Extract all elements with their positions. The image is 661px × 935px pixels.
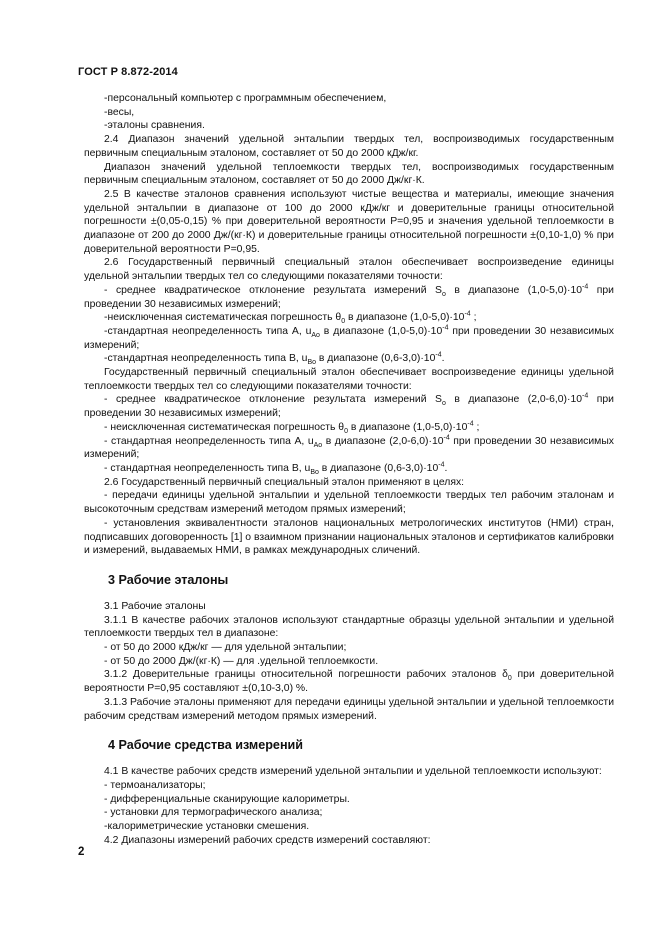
paragraph-3-1: 3.1 Рабочие эталоны xyxy=(104,600,206,612)
list-item: - неисключенная систематическая погрешность $\theta_0$ в диапазоне $(1,0-5,0)\cdot 10^{-4}$ ; xyxy=(104,420,480,435)
section-4-heading: 4 Рабочие средства измерений xyxy=(108,738,304,753)
page-number: 2 xyxy=(78,846,85,858)
list-item: -стандартная неопределенность типа А, $u_{Ao}$ в диапазоне $(1,0-5,0)\cdot 10^{-4}$ при проведении 30 независимых измерений; xyxy=(84,324,614,351)
list-item: - среднее квадратическое отклонение результата измерений $S_o$ в диапазоне $(2,0-6,0)\cdot 10^{-4}$ при проведении 30 независимых измерений; xyxy=(84,393,614,420)
paragraph-3-1-2: 3.1.2 Доверительные границы относительной погрешности рабочих эталонов $\delta_0$ при доверительной вероятности Р=0,95 составляют ±(0,10-3,0) %. xyxy=(84,669,614,695)
list-item: - установления эквивалентности эталонов национальных метрологических институтов (НМИ) стран, подписавших договоренность [1] о взаимном признании национальных эталонов и сертификатов калибровки и измерений, выдаваемых НМИ, в рамках международных сличений. xyxy=(84,517,614,557)
list-item: -калориметрические установки смешения. xyxy=(104,821,310,833)
list-item: -весы, xyxy=(104,106,135,118)
document-header: ГОСТ Р 8.872-2014 xyxy=(78,66,178,78)
list-item: - передачи единицы удельной энтальпии и удельной теплоемкости твердых тел рабочим эталонам и высокоточным средствам измерений методом прямых измерений; xyxy=(84,490,614,516)
list-item: - среднее квадратическое отклонение результата измерений $S_o$ в диапазоне $(1,0-5,0)\cdot 10^{-4}$ при проведении 30 независимых измерений; xyxy=(84,283,614,310)
section-3-heading: 3 Рабочие эталоны xyxy=(108,572,229,587)
paragraph-2-6-purpose: 2.6 Государственный первичный специальный эталон применяют в целях: xyxy=(104,476,465,488)
paragraph-3-1-3: 3.1.3 Рабочие эталоны применяют для передачи единицы удельной энтальпии и удельной теплоемкости рабочим средствам измерений методом прямых измерений. xyxy=(84,696,614,722)
list-item: -стандартная неопределенность типа В, $u_{Bo}$ в диапазоне $(0,6-3,0)\cdot 10^{-4}$. xyxy=(104,351,445,367)
paragraph-2-5: 2.5 В качестве эталонов сравнения используют чистые вещества и материалы, имеющие значения удельной энтальпии в диапазоне от 100 до 2000 кДж/кг и доверительные границы относительной погрешности ±(0,05-0,15) % при доверительной вероятности Р=0,95 и значения удельной теплоемкости в диапазоне от 200 до 2000 Дж/(кг·К) и доверительные границы относительной погрешности ±(0,10-1,0) % при доверительной вероятности Р=0,95. xyxy=(84,188,614,255)
list-item: - термоанализаторы; xyxy=(104,779,206,791)
paragraph-2-6: 2.6 Государственный первичный специальный эталон обеспечивает воспроизведение единицы удельной энтальпии твердых тел со следующими показателями точности: xyxy=(84,257,614,283)
paragraph-heat-capacity-accuracy: Государственный первичный специальный эталон обеспечивает воспроизведение единицы удельной теплоемкости твердых тел со следующими показателями точности: xyxy=(84,367,614,392)
list-item: - от 50 до 2000 Дж/(кг·К) — для .удельной теплоемкости. xyxy=(104,655,379,667)
paragraph-4-1: 4.1 В качестве рабочих средств измерений удельной энтальпии и удельной теплоемкости используют: xyxy=(104,766,602,778)
paragraph-2-4: 2.4 Диапазон значений удельной энтальпии твердых тел, воспроизводимых государственным первичным специальным эталоном, составляет от 50 до 2000 кДж/кг. xyxy=(84,134,614,159)
paragraph-3-1-1: 3.1.1 В качестве рабочих эталонов используют стандартные образцы удельной энтальпии и удельной теплоемкости твердых тел в диапазоне: xyxy=(84,614,614,640)
list-item: - стандартная неопределенность типа В, $u_{Bo}$ в диапазоне $(0,6-3,0)\cdot 10^{-4}$. xyxy=(104,461,448,477)
list-item: -эталоны сравнения. xyxy=(104,120,205,132)
list-item: - дифференциальные сканирующие калориметры. xyxy=(104,793,350,805)
paragraph-2-4-heat-capacity: Диапазон значений удельной теплоемкости твердых тел, воспроизводимых государственным первичным специальным эталоном, составляет от 50 до 2000 Дж/кг·К. xyxy=(84,161,614,187)
list-item: - установки для термографического анализа; xyxy=(104,807,323,819)
paragraph-4-2: 4.2 Диапазоны измерений рабочих средств измерений составляют: xyxy=(104,834,431,846)
list-item: -персональный компьютер с программным обеспечением, xyxy=(104,93,387,104)
list-item: - от 50 до 2000 кДж/кг — для удельной энтальпии; xyxy=(104,642,347,654)
list-item: - стандартная неопределенность типа А, $u_{Ao}$ в диапазоне $(2,0-6,0)\cdot 10^{-4}$ при проведении 30 независимых измерений; xyxy=(84,434,614,461)
document-body xyxy=(84,92,614,847)
list-item: -неисключенная систематическая погрешность $\theta_0$ в диапазоне $(1,0-5,0)\cdot 10^{-4}$ ; xyxy=(104,310,477,326)
